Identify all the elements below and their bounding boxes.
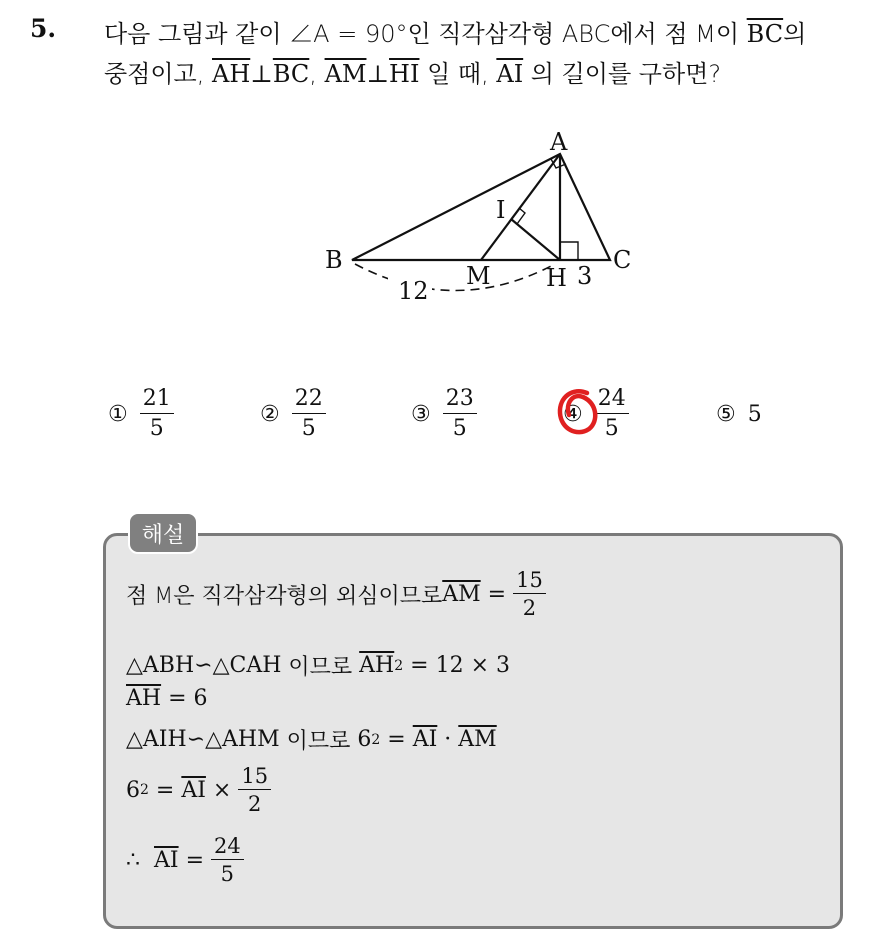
answer-choices (0, 382, 884, 452)
selected-answer-mark (553, 385, 603, 441)
fraction-numerator: 21 (140, 386, 174, 414)
segment-hi: $\overline{HI}$ (389, 60, 420, 88)
segment-bc: $\overline{BC}$ (746, 20, 784, 48)
sol-fraction (513, 568, 546, 620)
segment-am: $\overline{AM}$ (324, 60, 367, 88)
choice-5[interactable] (716, 382, 762, 446)
perp-symbol: ⊥ (250, 60, 273, 88)
label-b: B (325, 246, 343, 274)
sol-similar: △AIH∽△AHM (126, 727, 280, 752)
solution-line-6 (126, 834, 244, 886)
segment-am-line (481, 154, 560, 260)
q-text: 일 때, (419, 60, 497, 88)
dashed-arc-bh (355, 264, 555, 291)
fraction-denominator: 2 (522, 596, 537, 620)
choice-number: ③ (411, 401, 431, 427)
sol-lhs: 6 (126, 777, 140, 803)
fraction-denominator: 2 (248, 792, 262, 816)
label-m: M (466, 262, 491, 290)
q-text: 중점이고, (104, 60, 212, 88)
therefore-symbol: ∴ (126, 847, 140, 873)
sol-text: 이므로 (279, 729, 358, 754)
choice-fraction (140, 386, 174, 442)
segment-ai: $\overline{AI}$ (412, 727, 438, 752)
right-angle-mark-h (560, 242, 578, 260)
q-text: 다음 그림과 같이 ∠A = 90°인 직각삼각형 ABC에서 점 M이 (104, 20, 747, 48)
solution-tab: 해설 (128, 512, 198, 554)
segment-hi-line (511, 219, 560, 260)
superscript: 2 (371, 731, 381, 748)
choice-1[interactable] (108, 382, 174, 446)
label-i: I (496, 196, 506, 224)
perp-symbol: ⊥ (366, 60, 390, 88)
sol-eq: = 12 × 3 (403, 653, 511, 678)
segment-ah: $\overline{AH}$ (359, 653, 395, 678)
fraction-denominator: 5 (301, 416, 316, 441)
segment-ai: $\overline{AI}$ (181, 777, 206, 803)
sol-eq: = 6 (161, 686, 208, 711)
sol-eq: = (480, 581, 514, 607)
label-h: H (546, 264, 567, 292)
fraction-numerator: 22 (292, 386, 326, 414)
length-bh: 12 (398, 277, 429, 305)
sol-times: × (205, 777, 239, 803)
choice-2[interactable] (260, 382, 326, 446)
solution-line-3 (126, 686, 208, 711)
segment-am: $\overline{AM}$ (442, 581, 481, 607)
segment-ai: $\overline{AI}$ (154, 847, 179, 873)
fraction-numerator: 15 (513, 568, 546, 594)
choice-fraction (292, 386, 326, 442)
fraction-denominator: 5 (149, 416, 164, 441)
sol-eq: = (380, 727, 413, 752)
question-line-1 (104, 14, 874, 54)
q-text: , (309, 60, 325, 88)
fraction-denominator: 5 (452, 416, 467, 441)
q-text: 의 길이를 구하면? (523, 60, 722, 88)
sol-lhs: 6 (357, 727, 372, 752)
triangle-abc (352, 154, 610, 260)
sol-text: 점 M은 직각삼각형의 외심이므로 (126, 583, 443, 609)
choice-number: ④ (563, 401, 583, 427)
fraction-numerator: 15 (238, 764, 271, 790)
length-hc: 3 (577, 262, 593, 290)
segment-ah: $\overline{AH}$ (212, 60, 251, 88)
fraction-numerator: 24 (595, 386, 629, 414)
question-text (104, 14, 874, 94)
superscript: 2 (140, 782, 149, 798)
triangle-figure (300, 112, 650, 312)
solution-line-2 (126, 650, 510, 681)
sol-dot: · (437, 727, 459, 752)
sol-text: 이므로 (281, 655, 360, 680)
question-number: 5. (30, 14, 57, 43)
choice-3[interactable] (411, 382, 477, 446)
label-c: C (613, 246, 632, 274)
segment-am: $\overline{AM}$ (458, 727, 497, 752)
sol-eq: = (178, 847, 211, 873)
fraction-denominator: 5 (220, 862, 235, 886)
fraction-numerator: 24 (211, 834, 244, 860)
segment-bc: $\overline{BC}$ (272, 60, 310, 88)
choice-number: ⑤ (716, 401, 736, 427)
q-text: 의 (783, 20, 807, 48)
fraction-numerator: 23 (443, 386, 477, 414)
choice-value: 5 (747, 401, 762, 427)
solution-line-4 (126, 724, 497, 755)
choice-fraction (443, 386, 477, 442)
solution-line-5 (126, 764, 271, 816)
question-line-2 (104, 54, 874, 94)
choice-number: ② (260, 401, 280, 427)
fraction-denominator: 5 (604, 416, 619, 441)
label-a: A (550, 128, 568, 156)
sol-eq: = (148, 777, 182, 803)
segment-ai: $\overline{AI}$ (496, 60, 524, 88)
segment-ah: $\overline{AH}$ (126, 686, 162, 711)
superscript: 2 (394, 657, 404, 674)
solution-line-1 (126, 568, 546, 620)
choice-number: ① (108, 401, 128, 427)
sol-fraction (211, 834, 244, 886)
sol-similar: △ABH∽△CAH (126, 653, 282, 678)
sol-fraction (238, 764, 271, 816)
